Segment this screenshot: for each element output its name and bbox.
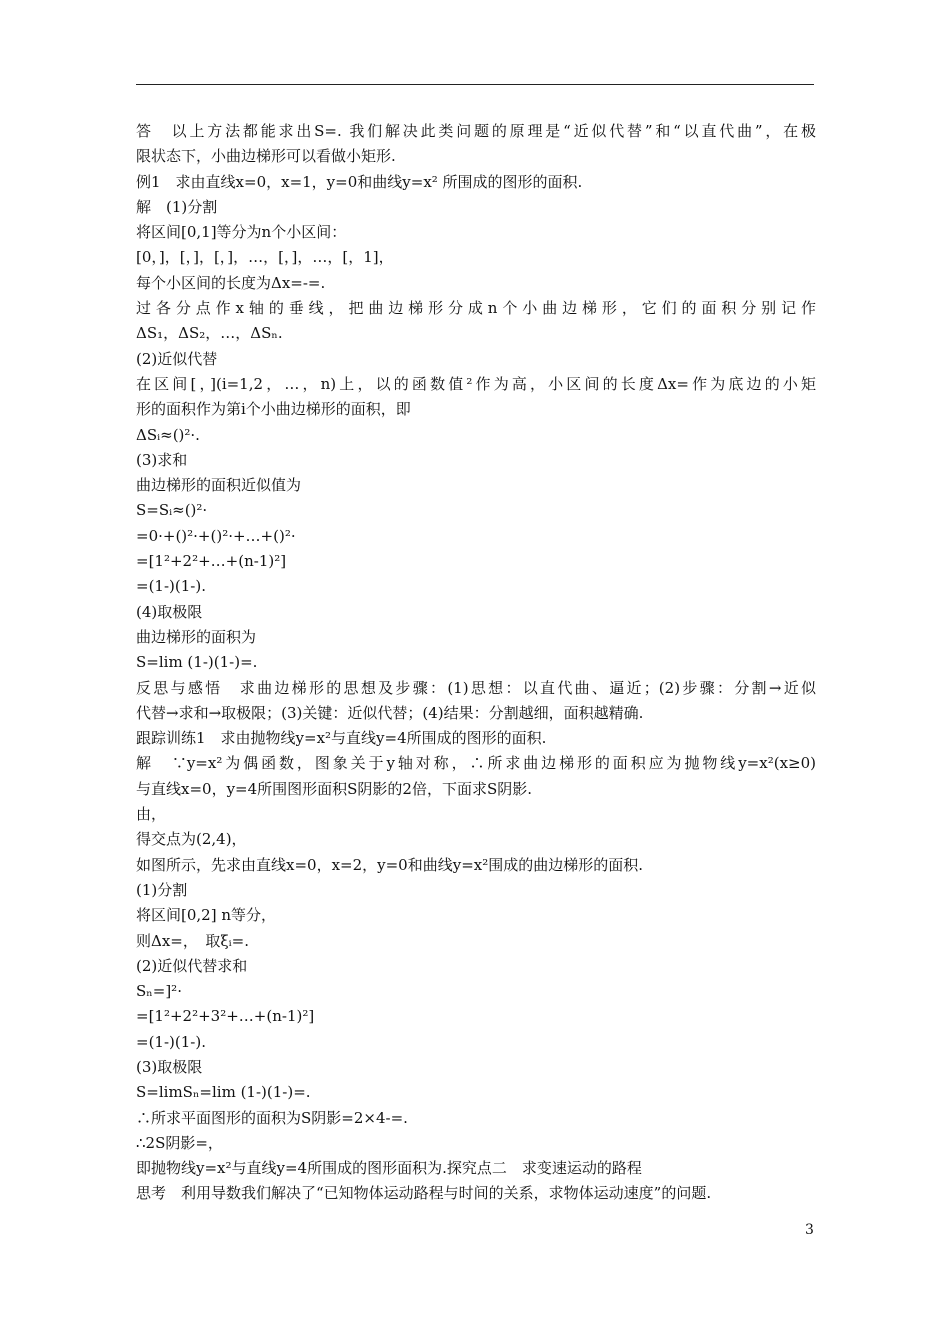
text-line: 过各分点作x轴的垂线，把曲边梯形分成n个小曲边梯形，它们的面积分别记作 (136, 299, 816, 318)
text-line: 解 ∵y=x²为偶函数，图象关于y轴对称，∴所求曲边梯形的面积应为抛物线y=x²(x≥0) (136, 754, 816, 773)
text-line: 跟踪训练1 求由抛物线y=x²与直线y=4所围成的图形的面积. (136, 729, 547, 748)
text-line: 每个小区间的长度为Δx=-=. (136, 273, 326, 292)
page-number: 3 (805, 1222, 814, 1238)
text-line: Sₙ=]²· (136, 982, 182, 1001)
text-line: 曲边梯形的面积近似值为 (136, 476, 302, 495)
text-line: =0·+()²·+()²·+…+()²· (136, 526, 296, 545)
text-line: 与直线x=0，y=4所围图形面积S阴影的2倍，下面求S阴影. (136, 779, 533, 798)
text-line: (2)近似代替求和 (136, 956, 248, 975)
text-line: =(1-)(1-). (136, 1032, 206, 1051)
text-line: 例1 求由直线x=0，x=1，y=0和曲线y=x² 所围成的图形的面积. (136, 172, 583, 191)
text-line: 在区间[，](i=1,2，…，n)上，以的函数值²作为高，小区间的长度Δx=作为底边的小矩 (136, 374, 816, 393)
text-line: 则Δx=， 取ξᵢ=. (136, 931, 249, 950)
text-line: ΔS₁，ΔS₂，…，ΔSₙ. (136, 324, 283, 343)
document-body (136, 119, 816, 1207)
text-line: S=limSₙ=lim (1-)(1-)=. (136, 1083, 311, 1102)
header-rule (136, 84, 814, 85)
text-line: (1)分割 (136, 880, 188, 899)
text-line: 代替→求和→取极限；(3)关键：近似代替；(4)结果：分割越细，面积越精确. (136, 703, 644, 722)
text-line: 反思与感悟 求曲边梯形的思想及步骤：(1)思想：以直代曲、逼近；(2)步骤：分割→近似 (136, 678, 816, 697)
text-line: [0，]，[，]，[，]，…，[，]，…，[，1]， (136, 248, 394, 267)
text-line: 将区间[0,2] n等分， (136, 906, 276, 925)
text-line: (3)取极限 (136, 1057, 203, 1076)
text-line: 解 (1)分割 (136, 197, 218, 216)
text-line: S=Sᵢ≈()²· (136, 501, 208, 520)
text-line: 答 以上方法都能求出S=. 我们解决此类问题的原理是“近似代替”和“以直代曲”，在极 (136, 122, 816, 140)
text-line: (3)求和 (136, 450, 188, 469)
text-line: 限状态下，小曲边梯形可以看做小矩形. (136, 147, 396, 166)
text-line: 即抛物线y=x²与直线y=4所围成的图形面积为.探究点二 求变速运动的路程 (136, 1159, 642, 1178)
text-line: 如图所示，先求由直线x=0，x=2，y=0和曲线y=x²围成的曲边梯形的面积. (136, 855, 644, 874)
text-line: =[1²+2²+3²+…+(n-1)²] (136, 1007, 315, 1026)
text-line: 由， (136, 805, 167, 824)
text-line: S=lim (1-)(1-)=. (136, 653, 258, 672)
text-line: =(1-)(1-). (136, 577, 206, 596)
text-line: (2)近似代替 (136, 349, 218, 368)
text-line: ∴2S阴影=， (136, 1133, 223, 1152)
text-line: (4)取极限 (136, 602, 203, 621)
text-line: 将区间[0,1]等分为n个小区间： (136, 223, 347, 242)
text-line: 形的面积作为第i个小曲边梯形的面积，即 (136, 400, 411, 419)
text-line: 思考 利用导数我们解决了“已知物体运动路程与时间的关系，求物体运动速度”的问题. (136, 1184, 712, 1203)
text-line: 得交点为(2,4)， (136, 830, 247, 849)
text-line: =[1²+2²+…+(n-1)²] (136, 552, 287, 571)
text-line: ∴所求平面图形的面积为S阴影=2×4-=. (136, 1108, 408, 1127)
text-line: 曲边梯形的面积为 (136, 627, 257, 646)
text-line: ΔSᵢ≈()²·. (136, 425, 200, 444)
